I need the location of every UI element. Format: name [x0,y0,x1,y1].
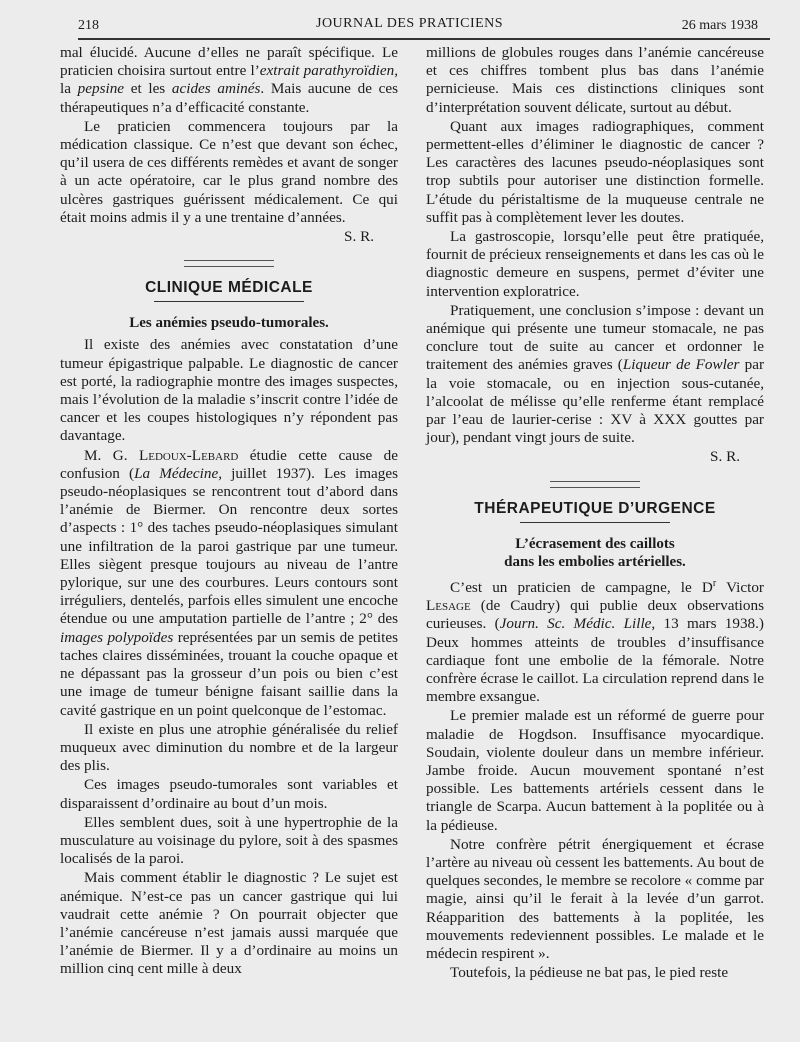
paragraph: Il existe des anémies avec constatation d’une tumeur épigastrique palpable. Le diagnostic de cancer est porté, la radiographie montre des images suspectes, mais l’évolution de la maladie s’inscrit contre l’idée de cancer et les coupes histologiques n’y répondent pas davantage. [60,336,398,445]
paragraph: Ces images pseudo-tumorales sont variables et disparaissent d’ordinaire au bout d’un mois. [60,776,398,812]
paragraph: Mais comment établir le diagnostic ? Le sujet est anémique. N’est-ce pas un cancer gastrique qui lui vaudrait cette anémie ? On pourrait objecter que l’anémie cancéreuse n’est jamais aussi marquée que l’anémie de Biermer. Il y a d’ordinaire au moins un million cinq cent mille à deux [60,869,398,978]
section-title: THÉRAPEUTIQUE D’URGENCE [474,499,716,517]
section-title: CLINIQUE MÉDICALE [145,279,313,297]
paragraph: Le premier malade est un réformé de guerre pour maladie de Hogdson. Insuffisance myocardique. Soudain, violente douleur dans un membre inférieur. Jambe froide. Aucun mouvement spontané n’est possible. Les battements artériels cessent dans le triangle de Scarpa. Aucun battement à la poplitée ou à la pédieuse. [426,707,764,834]
left-column [60,44,398,979]
section-divider [184,260,274,267]
section-underline [520,522,670,523]
signature: S. R. [344,228,374,246]
section-underline [154,301,304,302]
paragraph: Quant aux images radiographiques, comment permettent-elles d’éliminer le diagnostic de cancer ? Les caractères des lacunes pseudo-néoplasiques sont trop subtils pour autoriser une distinction formelle. L’étude du péristaltisme de la muqueuse centrale ne suffit pas à complètement lever les doutes. [426,117,764,226]
journal-title: JOURNAL DES PRATICIENS [316,16,504,31]
paragraph: millions de globules rouges dans l’anémie cancéreuse et ces chiffres tombent plus bas dans l’anémie pernicieuse. Mais ces distinctions cliniques sont d’interprétation souvent délicate, surtout au début. [426,44,764,116]
issue-date: 26 mars 1938 [681,18,758,33]
page-number: 218 [78,18,99,33]
paragraph: Il existe en plus une atrophie généralisée du relief muqueux avec diminution du nombre et de la largeur des plis. [60,720,398,775]
right-column [426,44,764,982]
paragraph: C’est un praticien de campagne, le $D^r$ Victor Lesage (de Caudry) qui publie deux observations curieuses. (Journ. Sc. Médic. Lille, 13 mars 1938.) Deux hommes atteints de troubles d’insuffisance cardiaque font une embolie de la fémorale. Notre confrère écrase le caillot. La circulation reprend dans le membre exsangue. [426,577,764,706]
running-header [78,14,758,38]
article-title: Les anémies pseudo-tumorales. [129,315,329,332]
paragraph: Pratiquement, une conclusion s’impose : devant un anémique qui présente une tumeur stomacale, ne pas conclure tout de suite au cancer et ordonner le traitement des anémies graves (Liqueur de Fowler par la voie stomacale, ou en injection sous-cutanée, l’alcoolat de mélisse qu’elle renferme étant remplacé par l’eau de laurier-cerise : XV à XXX gouttes par jour), pendant vingt jours de suite. [426,301,765,447]
paragraph: La gastroscopie, lorsqu’elle peut être pratiquée, fournit de précieux renseignements et dans les cas où le diagnostic demeure en suspens, permet d’éviter une intervention exploratrice. [426,228,764,300]
paragraph: Le praticien commencera toujours par la médication classique. Ce n’est que devant son échec, qu’il usera de ces différents remèdes et avant de songer à un acte opératoire, car le plus grand nombre des ulcères gastriques guérissent médicalement. Ce qui était moins admis il y a une trentaine d’années. [60,117,398,226]
header-rule [78,38,770,40]
article-title: L’écrasement des caillots dans les embolies artérielles. [504,535,686,570]
signature: S. R. [710,448,740,466]
paragraph: Elles semblent dues, soit à une hypertrophie de la musculature au voisinage du pylore, soit à des spasmes localisés de la paroi. [60,813,398,868]
section-divider [550,481,640,488]
paragraph: M. G. Ledoux-Lebard étudie cette cause de confusion (La Médecine, juillet 1937). Les images pseudo-néoplasiques se rencontrent tout d’abord dans l’anémie de Biermer. On rencontre deux sortes d’aspects : 1° des taches pseudo-néoplasiques simulant une infiltration de la paroi gastrique par une tumeur. Elles siègent presque toujours au niveau de l’antre pylorique, sur une des courbures. Leurs contours sont irréguliers, dentelés, parfois elles simulent une encoche étendue ou une amputation partielle de l’antre ; 2° des images polypoïdes représentées par un semis de petites taches claires disséminées, trouant la couche opaque et ne dépassant pas la grosseur d’un pois ou bien c’est une image de tumeur bénigne faisant saillie dans la cavité gastrique en un point quelconque de l’estomac. [60,446,399,719]
paragraph: mal élucidé. Aucune d’elles ne paraît spécifique. Le praticien choisira surtout entre l’extrait parathyroïdien, la pepsine et les acides aminés. Mais aucune de ces thérapeutiques n’a d’efficacité constante. [60,44,398,116]
paragraph: Notre confrère pétrit énergiquement et écrase l’artère au niveau où cessent les battements. Au bout de quelques secondes, le membre se recolore « comme par magie, ainsi qu’il le ferait à la levée d’un garrot. Réapparition des battements à la poplitée, les mouvements redeviennent possibles. Le malade et le médecin respirent ». [426,835,764,962]
paragraph: Toutefois, la pédieuse ne bat pas, le pied reste [450,964,729,982]
